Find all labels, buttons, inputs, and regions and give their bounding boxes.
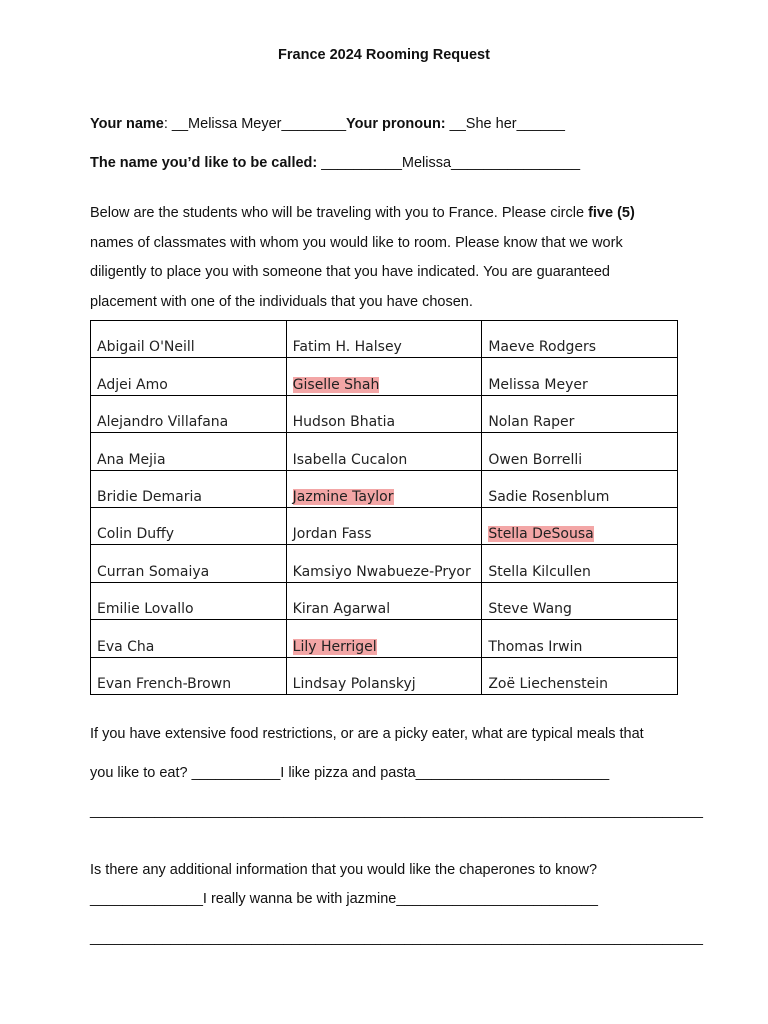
student-name: Steve Wang	[488, 601, 572, 618]
student-cell	[482, 358, 678, 395]
student-name: Jordan Fass	[292, 526, 372, 543]
intro-five-emphasis: five (5)	[588, 205, 635, 221]
student-name: Nolan Raper	[488, 414, 575, 431]
student-cell	[91, 545, 287, 582]
student-cell	[482, 657, 678, 694]
student-name: Abigail O'Neill	[97, 339, 195, 356]
student-cell	[482, 620, 678, 657]
student-name: Thomas Irwin	[488, 638, 583, 655]
student-name: Emilie Lovallo	[97, 601, 194, 618]
student-cell	[482, 321, 678, 358]
student-name: Adjei Amo	[97, 376, 168, 393]
student-name: Fatim H. Halsey	[292, 339, 402, 356]
student-cell	[482, 395, 678, 432]
intro-line-1	[90, 203, 690, 233]
student-cell	[482, 470, 678, 507]
table-row	[91, 321, 678, 358]
student-name: Zoë Liechenstein	[488, 675, 609, 692]
table-row	[91, 470, 678, 507]
food-answer: you like to eat? ___________I like pizza and pasta________________________	[90, 765, 610, 781]
student-name-highlighted: Lily Herrigel	[292, 638, 377, 655]
student-name-highlighted: Jazmine Taylor	[292, 488, 394, 505]
student-cell	[286, 657, 482, 694]
student-cell	[91, 433, 287, 470]
student-cell	[91, 507, 287, 544]
student-name: Ana Mejia	[97, 451, 166, 468]
table-row	[91, 582, 678, 619]
additional-answer: ______________I really wanna be with jazmine_________________________	[90, 891, 598, 907]
student-name: Evan French-Brown	[97, 675, 232, 692]
student-cell	[91, 582, 287, 619]
student-cell	[91, 358, 287, 395]
table-row	[91, 358, 678, 395]
student-cell	[91, 470, 287, 507]
student-cell	[286, 582, 482, 619]
food-blank-line: ____________________________________________________________________________	[90, 803, 703, 819]
student-name: Eva Cha	[97, 638, 155, 655]
student-cell	[482, 545, 678, 582]
table-row	[91, 657, 678, 694]
student-name: Colin Duffy	[97, 526, 175, 543]
student-name: Bridie Demaria	[97, 488, 202, 505]
student-cell	[482, 582, 678, 619]
student-cell	[286, 620, 482, 657]
student-name: Maeve Rodgers	[488, 339, 597, 356]
student-cell	[91, 657, 287, 694]
student-name: Alejandro Villafana	[97, 414, 229, 431]
student-cell	[286, 470, 482, 507]
student-name: Sadie Rosenblum	[488, 488, 610, 505]
pronoun-label: Your pronoun:	[346, 116, 446, 132]
student-cell	[482, 507, 678, 544]
food-question: If you have extensive food restrictions, or are a picky eater, what are typical meals that	[90, 726, 644, 742]
student-name: Kamsiyo Nwabueze-Pryor	[292, 563, 471, 580]
name-line	[90, 116, 565, 132]
name-value: __Melissa Meyer________	[171, 116, 347, 132]
called-line	[90, 155, 580, 171]
student-cell	[482, 433, 678, 470]
intro-line-3: diligently to place you with someone that you have indicated. You are guaranteed	[90, 264, 610, 280]
table-row	[91, 545, 678, 582]
intro-paragraph	[90, 203, 690, 321]
called-label: The name you’d like to be called:	[90, 155, 318, 171]
student-cell	[286, 507, 482, 544]
table-row	[91, 507, 678, 544]
student-cell	[286, 545, 482, 582]
name-label: Your name	[90, 116, 164, 132]
page-title: France 2024 Rooming Request	[278, 47, 490, 63]
student-name: Melissa Meyer	[488, 376, 588, 393]
additional-blank-line: ____________________________________________________________________________	[90, 930, 703, 946]
student-name: Curran Somaiya	[97, 563, 210, 580]
student-cell	[91, 395, 287, 432]
students-table	[90, 320, 678, 695]
name-colon: :	[163, 116, 172, 132]
student-name-highlighted: Stella DeSousa	[488, 526, 594, 543]
student-cell	[91, 321, 287, 358]
student-cell	[286, 395, 482, 432]
student-cell	[91, 620, 287, 657]
student-cell	[286, 321, 482, 358]
pronoun-value: __She her______	[445, 116, 565, 132]
student-name: Hudson Bhatia	[292, 414, 396, 431]
student-cell	[286, 358, 482, 395]
student-name: Stella Kilcullen	[488, 563, 591, 580]
student-name: Lindsay Polanskyj	[292, 675, 416, 692]
student-name: Isabella Cucalon	[292, 451, 408, 468]
additional-question: Is there any additional information that you would like the chaperones to know?	[90, 862, 598, 878]
student-name: Kiran Agarwal	[292, 601, 391, 618]
table-row	[91, 620, 678, 657]
called-value: __________Melissa________________	[317, 155, 581, 171]
intro-line-4: placement with one of the individuals that you have chosen.	[90, 293, 473, 310]
intro-line-1-text: Below are the students who will be traveling with you to France. Please circle	[90, 205, 589, 221]
table-row	[91, 433, 678, 470]
intro-line-2: names of classmates with whom you would like to room. Please know that we work	[90, 234, 623, 251]
student-cell	[286, 433, 482, 470]
student-name-highlighted: Giselle Shah	[292, 376, 380, 393]
table-row	[91, 395, 678, 432]
student-name: Owen Borrelli	[488, 451, 583, 468]
